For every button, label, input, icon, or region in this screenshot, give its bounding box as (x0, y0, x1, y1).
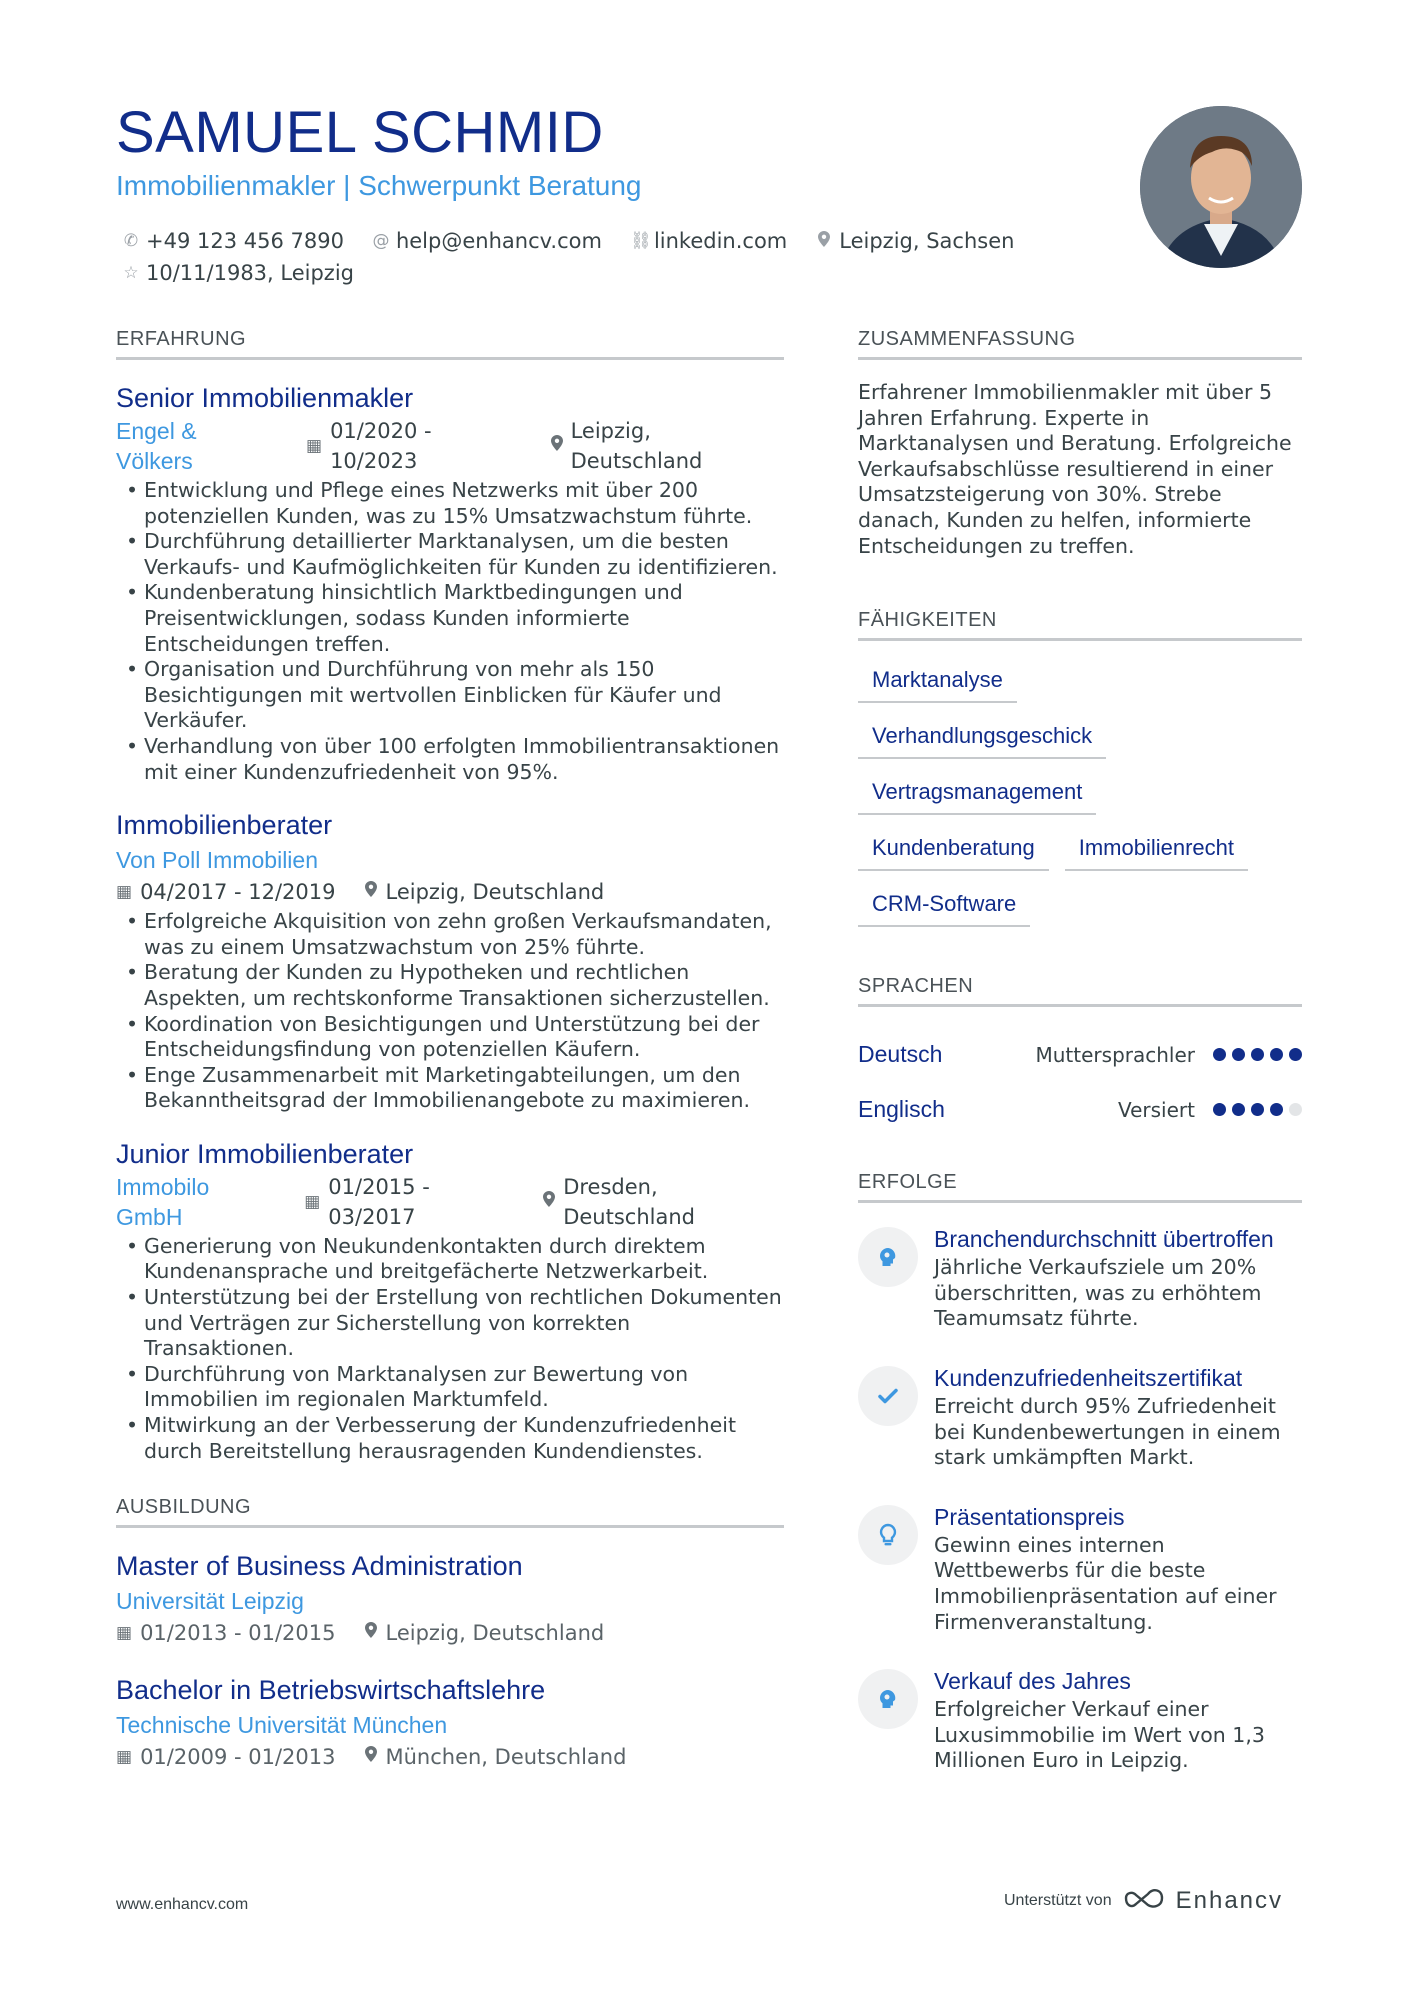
achievement-title: Kundenzufriedenheitszertifikat (934, 1364, 1243, 1391)
language-row (858, 1082, 1302, 1137)
education-entry (116, 1548, 784, 1648)
section-title-summary: ZUSAMMENFASSUNG (858, 328, 1302, 360)
achievement-desc: Erreicht durch 95% Zufriedenheit bei Kundenbewertungen in einem stark umkämpften Markt. (934, 1393, 1281, 1470)
rating-dot-filled (1251, 1048, 1264, 1061)
footer-powered-text: Unterstützt von (1004, 1891, 1112, 1909)
job-title: Senior Immobilienmakler (116, 383, 414, 413)
job-company: Immobilo GmbH (116, 1173, 210, 1230)
calendar-icon: ▦ (306, 436, 323, 456)
job-bullet: • Organisation und Durchführung von mehr als 150 Besichtigungen mit wertvollen Einblicken für Käufer und Verkäufer. (116, 657, 784, 734)
job-dates (306, 416, 521, 476)
language-level: Muttersprachler (1035, 1042, 1195, 1067)
languages-list (858, 1027, 1302, 1137)
edu-meta (116, 1742, 784, 1772)
rating-dot-filled (1289, 1048, 1302, 1061)
achievement-item (858, 1665, 1302, 1774)
job-bullet: • Unterstützung bei der Erstellung von rechtlichen Dokumenten und Verträgen zur Sicherstellung von korrekten Transaktionen. (116, 1285, 784, 1362)
location-pin-icon (551, 431, 563, 461)
lightbulb-icon (858, 1505, 918, 1565)
link-icon: ⛓ (629, 231, 652, 251)
experience-entry (116, 1136, 784, 1464)
email-text[interactable]: help@enhancv.com (395, 229, 602, 253)
job-title: Junior Immobilienberater (116, 1138, 414, 1169)
job-bullet: • Koordination von Besichtigungen und Unterstützung bei der Entscheidungsfindung von potenziellen Käufern. (116, 1012, 784, 1063)
summary-text: Erfahrener Immobilienmakler mit über 5 Jahren Erfahrung. Experte in Marktanalysen und Beratung. Erfolgreiche Verkaufsabschlüsse resultierend in einer Umsatzsteigerung von 30%. Strebe danach, Kunden zu helfen, informierte Entscheidungen zu treffen. (858, 380, 1292, 558)
job-company: Von Poll Immobilien (116, 847, 318, 874)
language-level: Versiert (1117, 1097, 1195, 1122)
calendar-icon: ▦ (116, 882, 133, 903)
job-bullet: • Generierung von Neukundenkontakten durch direktem Kundenansprache und breitgefächerte Netzwerkarbeit. (116, 1234, 784, 1285)
section-title-achievements: ERFOLGE (858, 1171, 1302, 1203)
language-rating (1213, 1103, 1302, 1116)
job-bullets (116, 1234, 784, 1464)
job-bullet: • Enge Zusammenarbeit mit Marketingabteilungen, um den Bekanntheitsgrad der Immobilienangebote zu maximieren. (116, 1063, 784, 1114)
edu-degree: Bachelor in Betriebswirtschaftslehre (116, 1675, 546, 1706)
achievement-body (934, 1362, 1302, 1471)
job-location-text: Leipzig, Deutschland (385, 880, 605, 905)
job-bullets (116, 909, 784, 1114)
skills-list (858, 661, 1302, 927)
phone-icon: ✆ (123, 231, 139, 251)
skill-tag: Kundenberatung (858, 829, 1049, 871)
job-meta (116, 416, 784, 476)
achievement-title: Präsentationspreis (934, 1503, 1125, 1530)
job-location (543, 1172, 784, 1232)
location-pin-icon (543, 1187, 555, 1217)
job-bullet: • Mitwirkung an der Verbesserung der Kundenzufriedenheit durch Bereitstellung herausragenden Kundendienstes. (116, 1413, 784, 1464)
job-bullet: • Entwicklung und Pflege eines Netzwerks mit über 200 potenziellen Kunden, was zu 15% Umsatzwachstum führte. (116, 478, 784, 529)
experience-entry (116, 807, 784, 1114)
section-title-education: AUSBILDUNG (116, 1496, 784, 1528)
language-name: Englisch (858, 1096, 945, 1123)
rating-dot-filled (1232, 1103, 1245, 1116)
edu-school: Technische Universität München (116, 1712, 448, 1739)
skill-tag: CRM-Software (858, 885, 1030, 927)
achievement-desc: Jährliche Verkaufsziele um 20% überschritten, was zu erhöhtem Teamumsatz führte. (934, 1255, 1262, 1331)
edu-dates-text: 01/2013 - 01/2015 (140, 1621, 336, 1646)
rating-dot-filled (1270, 1048, 1283, 1061)
calendar-icon: ▦ (116, 1623, 133, 1644)
achievement-desc: Erfolgreicher Verkauf einer Luxusimmobilie im Wert von 1,3 Millionen Euro in Leipzig. (934, 1697, 1265, 1773)
contact-birth (122, 261, 354, 285)
edu-dates-text: 01/2009 - 01/2013 (140, 1745, 336, 1770)
bulb-head-icon (858, 1669, 918, 1729)
right-column (858, 328, 1302, 1804)
achievement-item (858, 1223, 1302, 1332)
job-location (365, 877, 604, 907)
edu-location (365, 1742, 626, 1772)
contact-linkedin[interactable] (630, 229, 787, 253)
edu-dates (116, 1618, 335, 1648)
section-title-experience: ERFAHRUNG (116, 328, 784, 360)
job-title: Immobilienberater (116, 810, 333, 841)
achievement-body (934, 1665, 1302, 1774)
section-title-languages: SPRACHEN (858, 975, 1302, 1007)
achievement-body (934, 1501, 1302, 1635)
rating-dot-filled (1213, 1048, 1226, 1061)
edu-degree: Master of Business Administration (116, 1551, 523, 1582)
language-rating (1213, 1048, 1302, 1061)
rating-dot-filled (1213, 1103, 1226, 1116)
job-dates (304, 1172, 513, 1232)
achievement-item (858, 1501, 1302, 1635)
bulb-head-icon (858, 1227, 918, 1287)
achievement-body (934, 1223, 1302, 1332)
skill-tag: Marktanalyse (858, 661, 1017, 703)
edu-dates (116, 1742, 335, 1772)
edu-location (365, 1618, 604, 1648)
job-dates (116, 877, 335, 907)
skill-tag: Vertragsmanagement (858, 773, 1096, 815)
job-bullets (116, 478, 784, 785)
enhancv-logo-icon (1122, 1886, 1166, 1915)
job-bullet: • Beratung der Kunden zu Hypotheken und rechtlichen Aspekten, um rechtskonforme Transaktionen sicherzustellen. (116, 960, 784, 1011)
skill-tag: Immobilienrecht (1065, 829, 1248, 871)
job-dates-text: 01/2015 - 03/2017 (328, 1174, 430, 1229)
location-pin-icon (365, 1742, 377, 1772)
achievement-title: Verkauf des Jahres (934, 1668, 1131, 1695)
job-location-text: Leipzig, Deutschland (570, 419, 703, 473)
section-title-skills: FÄHIGKEITEN (858, 609, 1302, 641)
job-dates-text: 01/2020 - 10/2023 (330, 419, 432, 473)
language-row (858, 1027, 1302, 1082)
job-bullet: • Verhandlung von über 100 erfolgten Immobilientransaktionen mit einer Kundenzufriedenheit von 95%. (116, 734, 784, 785)
at-icon: @ (372, 231, 390, 251)
rating-dot-filled (1251, 1103, 1264, 1116)
profile-photo (1140, 106, 1302, 268)
job-meta (116, 1172, 784, 1232)
calendar-icon: ▦ (304, 1191, 321, 1212)
calendar-icon: ▦ (116, 1747, 133, 1768)
job-dates-text: 04/2017 - 12/2019 (140, 880, 336, 905)
job-meta (116, 877, 784, 907)
star-icon: ☆ (123, 263, 139, 283)
footer-brand: Enhancv (1175, 1886, 1284, 1914)
job-location (551, 416, 784, 476)
job-company: Engel & Völkers (116, 418, 197, 474)
contact-location (815, 229, 1014, 253)
achievement-item (858, 1362, 1302, 1471)
check-icon (858, 1366, 918, 1426)
footer-branding (1004, 1886, 1283, 1915)
skill-tag: Verhandlungsgeschick (858, 717, 1106, 759)
education-entry (116, 1672, 784, 1772)
rating-dot-empty (1289, 1103, 1302, 1116)
contact-email[interactable] (372, 229, 602, 253)
rating-dot-filled (1270, 1103, 1283, 1116)
job-bullet: • Durchführung von Marktanalysen zur Bewertung von Immobilien im regionalen Marktumfeld. (116, 1362, 784, 1413)
location-pin-icon (365, 1618, 377, 1648)
language-name: Deutsch (858, 1041, 943, 1068)
achievement-desc: Gewinn eines internen Wettbewerbs für die beste Immobilienpräsentation auf einer Firmenveranstaltung. (934, 1532, 1277, 1634)
job-location-text: Dresden, Deutschland (563, 1174, 695, 1229)
edu-location-text: Leipzig, Deutschland (385, 1621, 605, 1646)
footer-website[interactable]: www.enhancv.com (116, 1896, 249, 1913)
candidate-name: SAMUEL SCHMID (116, 100, 604, 165)
phone-text: +49 123 456 7890 (146, 229, 344, 253)
achievement-title: Branchendurchschnitt übertroffen (934, 1226, 1274, 1253)
contact-info (122, 225, 1022, 289)
edu-location-text: München, Deutschland (385, 1745, 627, 1770)
contact-phone (122, 229, 344, 253)
experience-entry (116, 380, 784, 785)
edu-school: Universität Leipzig (116, 1588, 304, 1615)
job-bullet: • Erfolgreiche Akquisition von zehn großen Verkaufsmandaten, was zu einem Umsatzwachstum von 25% führte. (116, 909, 784, 960)
linkedin-text[interactable]: linkedin.com (653, 229, 788, 253)
location-text: Leipzig, Sachsen (839, 229, 1015, 253)
birth-text: 10/11/1983, Leipzig (146, 261, 354, 285)
rating-dot-filled (1232, 1048, 1245, 1061)
candidate-headline: Immobilienmakler | Schwerpunkt Beratung (116, 170, 642, 201)
left-column (116, 328, 784, 1796)
job-bullet: • Durchführung detaillierter Marktanalysen, um die besten Verkaufs- und Kaufmöglichkeiten für Kunden zu identifizieren. (116, 529, 784, 580)
location-pin-icon (365, 877, 377, 907)
location-pin-icon (815, 231, 833, 252)
edu-meta (116, 1618, 784, 1648)
job-bullet: • Kundenberatung hinsichtlich Marktbedingungen und Preisentwicklungen, sodass Kunden informierte Entscheidungen treffen. (116, 580, 784, 657)
